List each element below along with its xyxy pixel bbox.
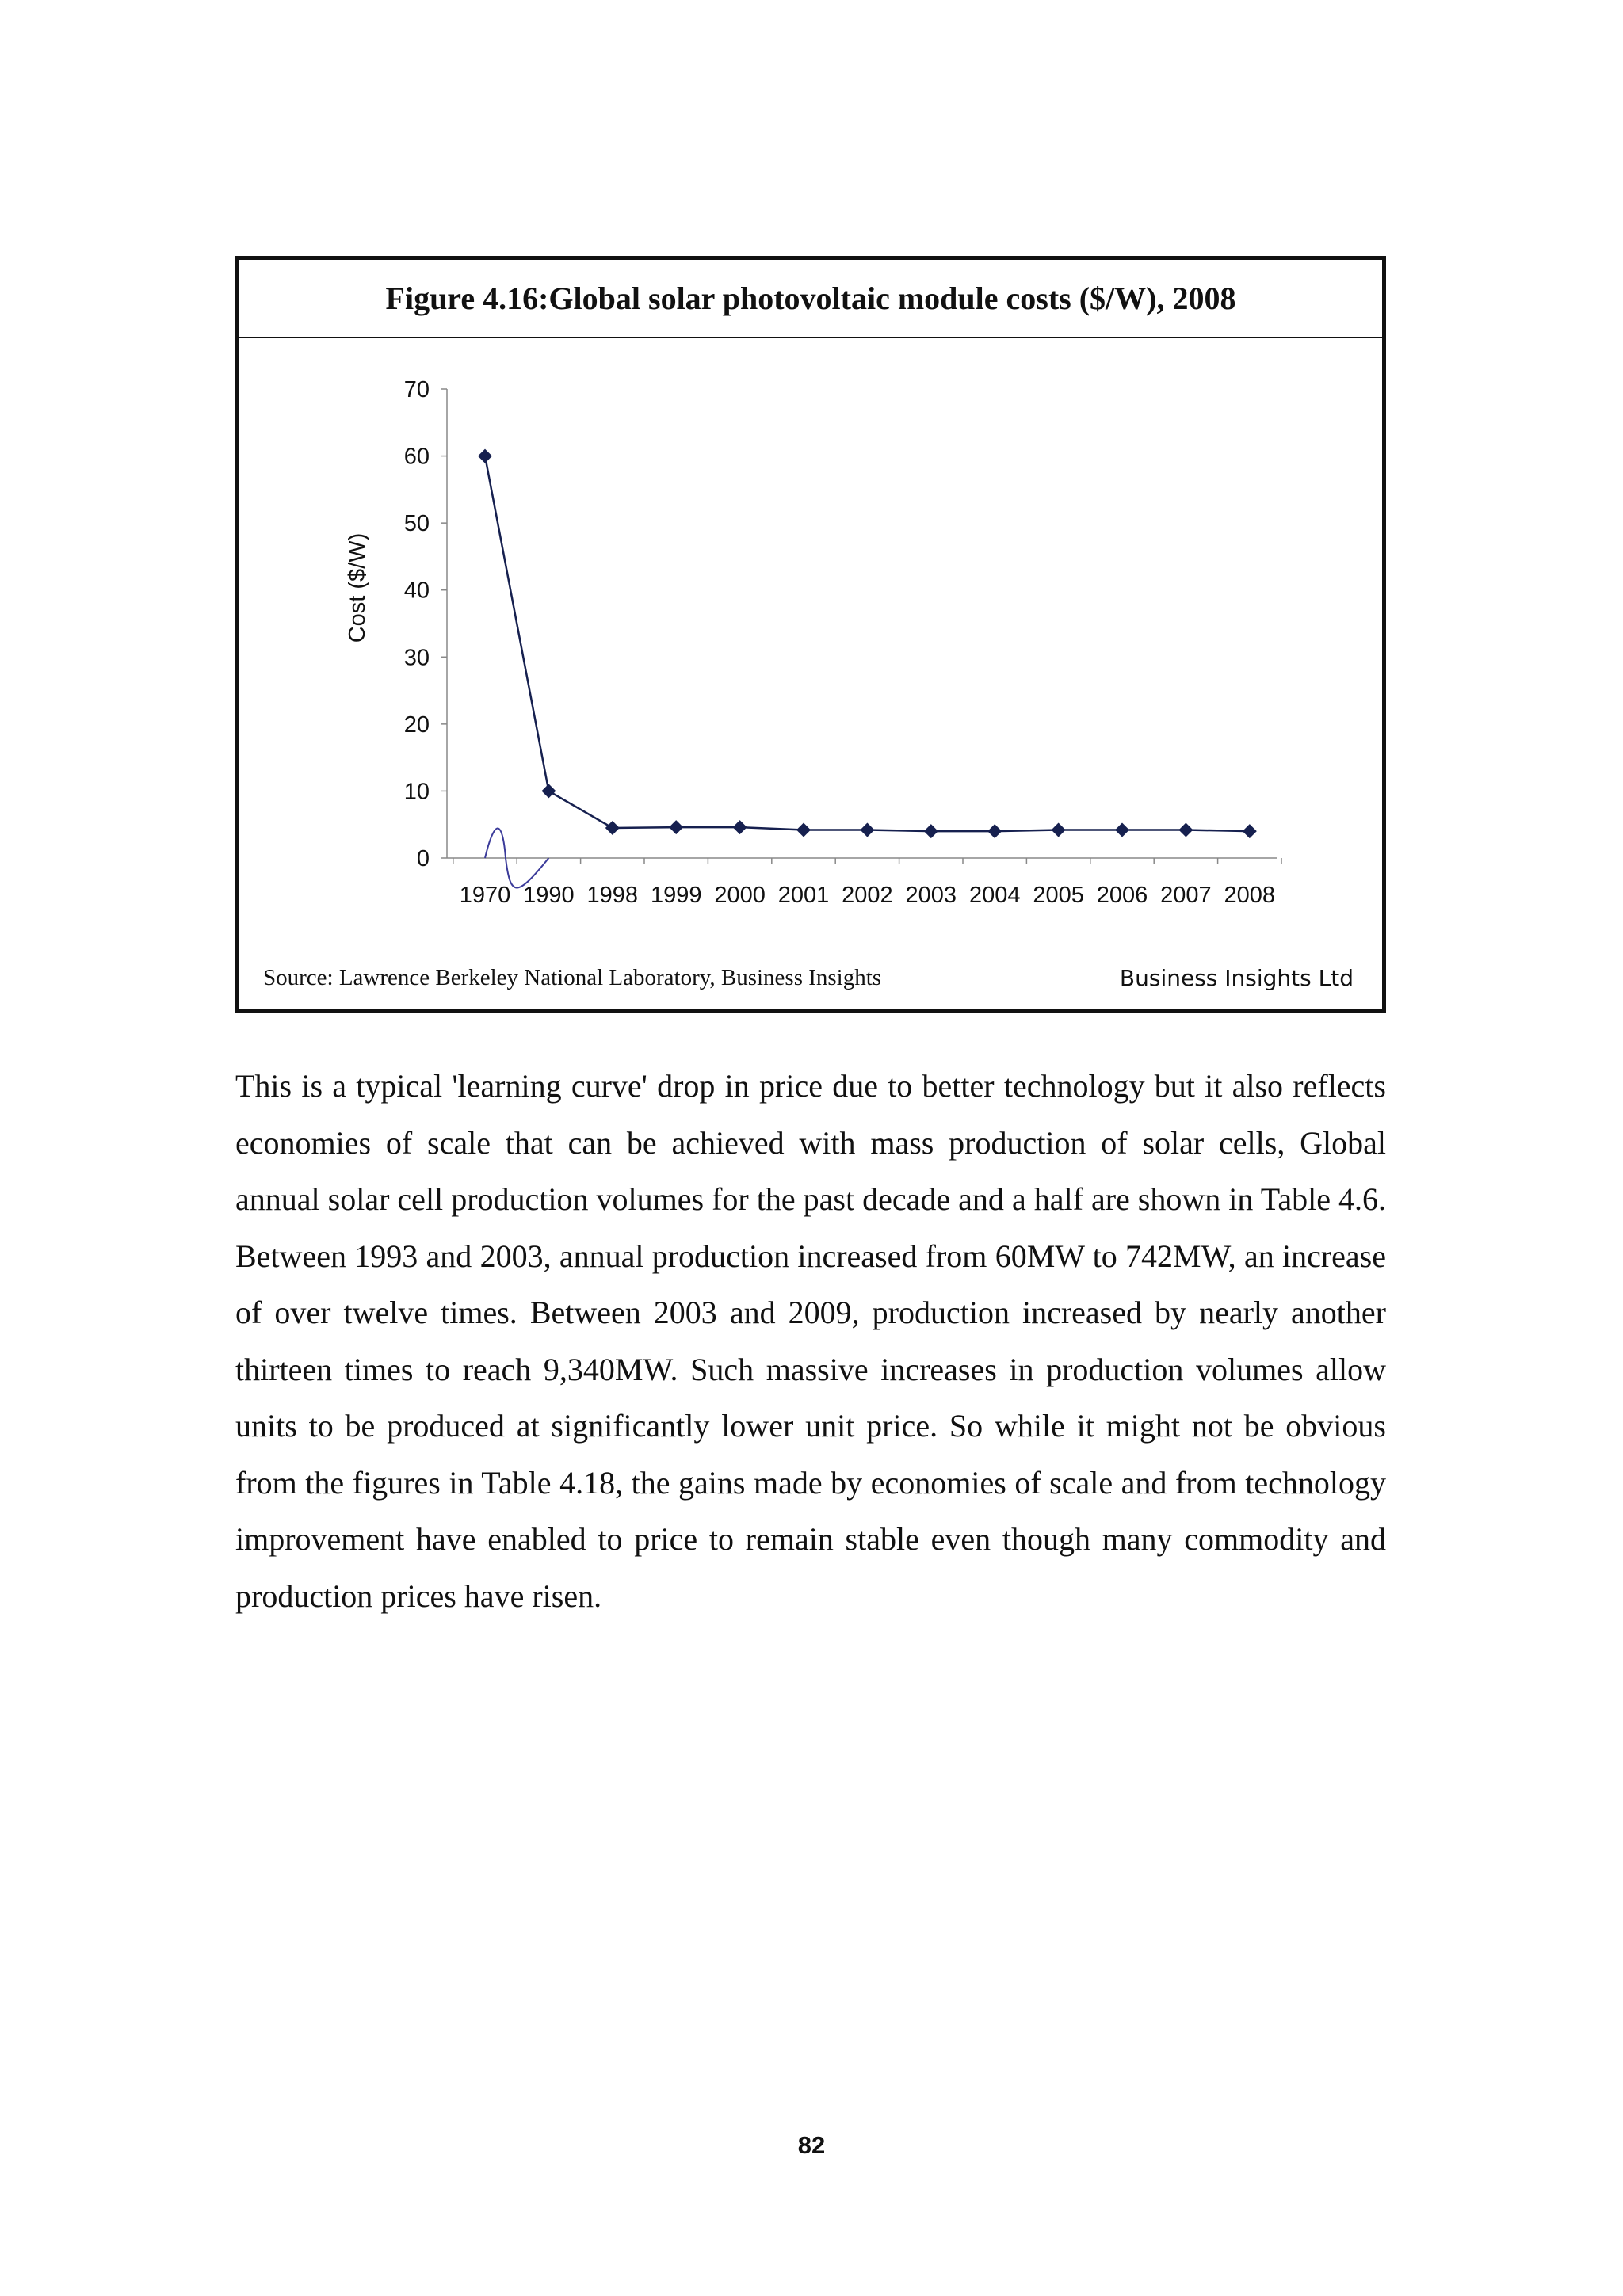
y-axis-title: Cost ($/W) [345, 532, 370, 643]
figure-box [235, 256, 1386, 1013]
data-point-marker [860, 822, 874, 837]
y-tick-label: 30 [403, 645, 430, 671]
data-point-marker [478, 449, 492, 463]
y-tick-label: 40 [403, 578, 430, 604]
y-tick-label: 10 [403, 779, 430, 805]
x-tick-label: 1998 [586, 883, 639, 908]
y-tick-label: 0 [416, 846, 430, 871]
data-point-marker [733, 820, 747, 834]
x-tick-label: 1970 [459, 883, 511, 908]
data-point-marker [987, 824, 1002, 838]
figure-title: Figure 4.16:Global solar photovoltaic module costs ($/W), 2008 [385, 280, 1236, 316]
y-tick-label: 50 [403, 511, 430, 537]
data-point-marker [605, 821, 620, 835]
x-tick-label: 1990 [523, 883, 575, 908]
x-tick-label: 2001 [777, 883, 830, 908]
x-tick-label: 2007 [1160, 883, 1212, 908]
y-tick-label: 20 [403, 711, 430, 738]
figure-publisher-note: Business Insights Ltd [1119, 965, 1354, 991]
x-tick-label: 1999 [650, 883, 702, 908]
data-point-marker [1243, 824, 1257, 838]
x-tick-label: 2000 [714, 883, 766, 908]
x-tick-label: 2004 [968, 883, 1021, 908]
data-point-marker [669, 820, 683, 834]
y-tick-label: 60 [403, 444, 430, 470]
data-point-marker [924, 824, 938, 838]
body-paragraph: This is a typical 'learning curve' drop in price due to better technology but it also reflects economies of scale that can be achieved with mass production of solar cells, Global annual solar cell production volumes for the past decade and a half are shown in Table 4.6. Between 1993 and 2003, annual production increased from 60MW to 742MW, an increase of over twelve times. Between 2003 and 2009, production increased by nearly another thirteen times to reach 9,340MW. Such massive increases in production volumes allow units to be produced at significantly lower unit price. So while it might not be obvious from the figures in Table 4.18, the gains made by economies of scale and from technology improvement have enabled to price to remain stable even though many commodity and production prices have risen. [235, 1068, 1386, 1614]
data-point-marker [1052, 822, 1066, 837]
data-point-marker [541, 784, 556, 798]
x-tick-label: 2005 [1033, 883, 1084, 908]
x-tick-label: 2008 [1224, 883, 1276, 908]
x-tick-label: 2003 [905, 883, 957, 908]
series-line [485, 456, 1250, 832]
data-point-marker [1178, 822, 1193, 837]
data-point-marker [1115, 822, 1129, 837]
y-tick-label: 70 [403, 377, 430, 402]
x-tick-label: 2002 [842, 883, 893, 908]
figure-source-note: Source: Lawrence Berkeley National Laboratory, Business Insights [263, 965, 882, 990]
page-number: 82 [797, 2131, 826, 2159]
line-chart [239, 260, 1382, 1009]
x-tick-label: 2006 [1096, 883, 1148, 908]
data-point-marker [796, 822, 811, 837]
